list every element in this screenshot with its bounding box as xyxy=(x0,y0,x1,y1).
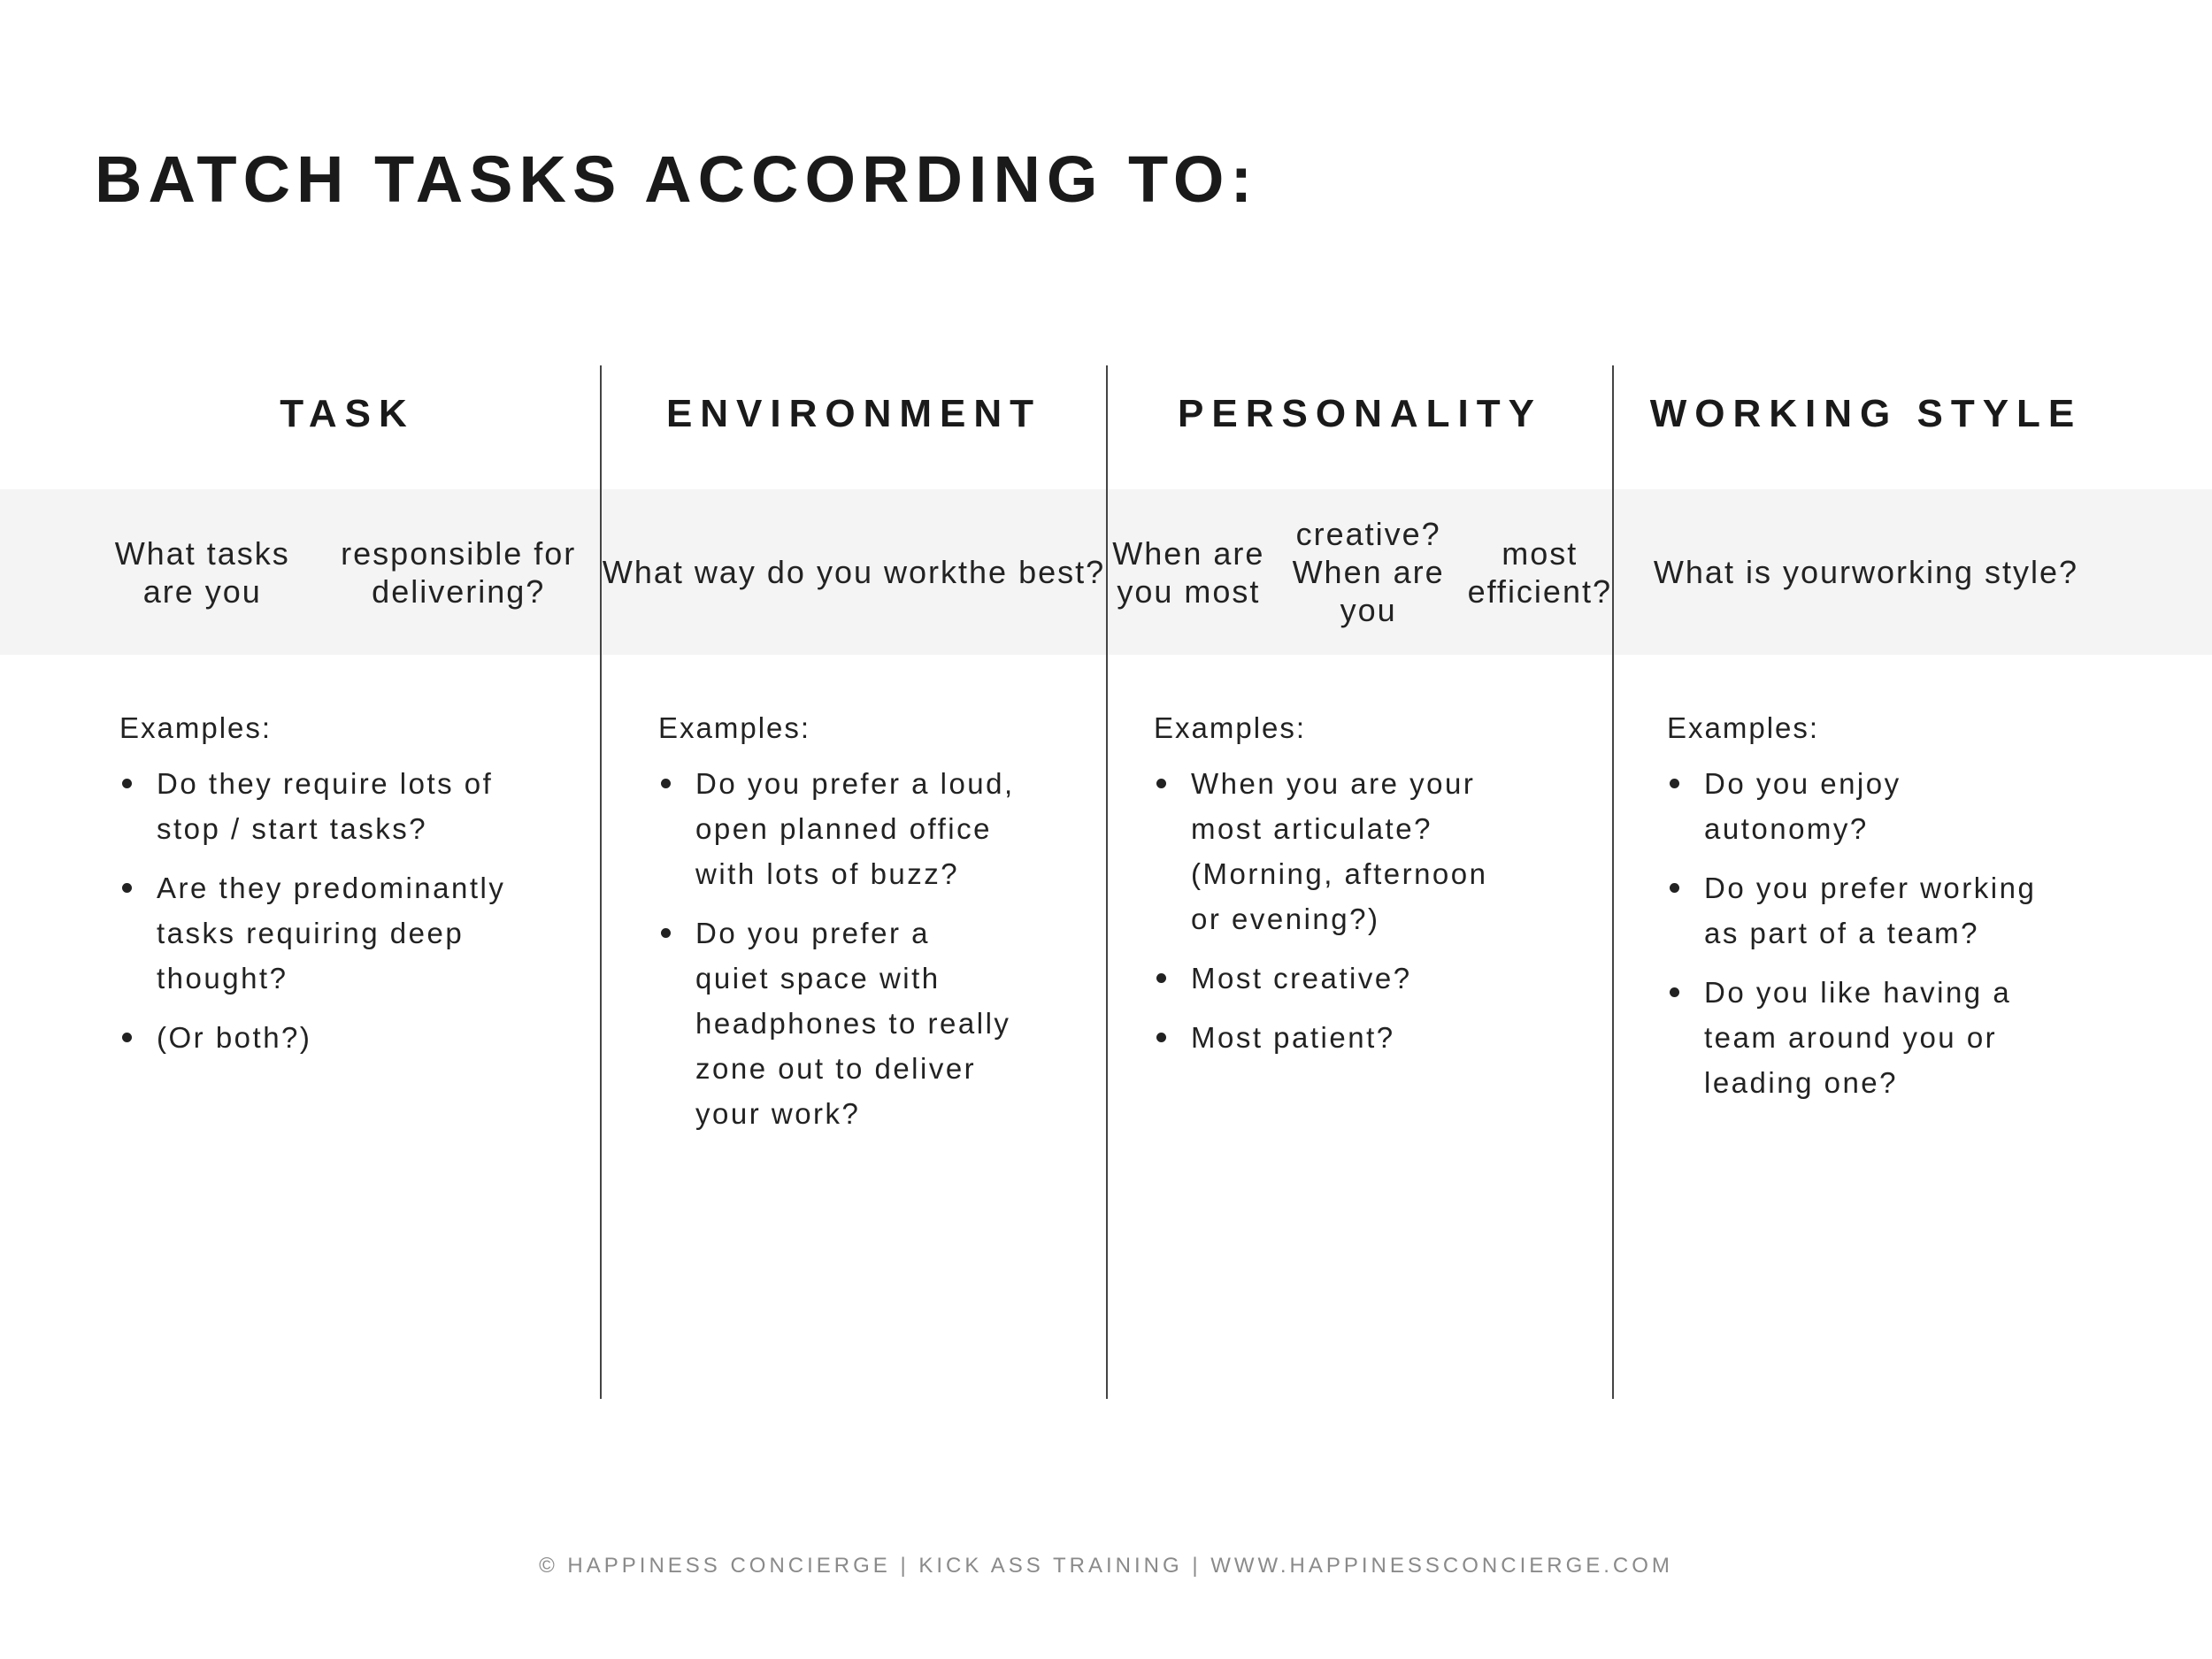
list-item: Do they require lots of stop / start tasks? xyxy=(119,761,597,851)
list-item: Do you prefer working as part of a team? xyxy=(1667,865,2127,956)
examples-label: Examples: xyxy=(119,711,273,744)
bullet-icon xyxy=(661,928,671,938)
bullet-icon xyxy=(1156,1033,1166,1042)
list-item: Most patient? xyxy=(1154,1015,1605,1060)
bullet-icon xyxy=(1156,779,1166,788)
example-list xyxy=(1667,761,2127,1105)
column-question: What tasks are you responsible for delivering? xyxy=(114,534,577,610)
bullet-icon xyxy=(1670,779,1679,788)
examples-label: Examples: xyxy=(658,711,811,744)
bullet-icon xyxy=(122,1033,132,1042)
column-header: WORKING STYLE xyxy=(1649,392,2083,435)
column-environment xyxy=(602,365,1106,1399)
list-item: (Or both?) xyxy=(119,1015,597,1060)
list-item: Do you prefer a loud, open planned office with lots of buzz? xyxy=(658,761,1101,896)
column-header: TASK xyxy=(280,392,415,435)
example-list xyxy=(119,761,597,1060)
page-title: BATCH TASKS ACCORDING TO: xyxy=(95,142,1259,216)
examples-section xyxy=(658,706,1101,1150)
column-question: What way do you work the best? xyxy=(602,554,1106,590)
examples-section xyxy=(1154,706,1605,1074)
bullet-icon xyxy=(661,779,671,788)
examples-section xyxy=(1667,706,2127,1119)
column-question: When are you most creative? When are you most efficient? xyxy=(1112,516,1612,628)
bullet-icon xyxy=(122,883,132,893)
column-header: PERSONALITY xyxy=(1178,392,1542,435)
examples-label: Examples: xyxy=(1667,711,1820,744)
bullet-icon xyxy=(1670,987,1679,997)
examples-section xyxy=(119,706,597,1074)
list-item: Are they predominantly tasks requiring deep thought? xyxy=(119,865,597,1001)
list-item: Do you prefer a quiet space with headphones to really zone out to deliver your work? xyxy=(658,910,1101,1136)
column-task xyxy=(95,365,600,1399)
list-item: Do you like having a team around you or leading one? xyxy=(1667,970,2127,1105)
examples-label: Examples: xyxy=(1154,711,1307,744)
list-item: When you are your most articulate? (Morning, afternoon or evening?) xyxy=(1154,761,1605,941)
bullet-icon xyxy=(1156,973,1166,983)
list-item: Most creative? xyxy=(1154,956,1605,1001)
example-list xyxy=(658,761,1101,1136)
column-header: ENVIRONMENT xyxy=(665,392,1042,435)
column-personality xyxy=(1108,365,1612,1399)
list-item: Do you enjoy autonomy? xyxy=(1667,761,2127,851)
column-question: What is your working style? xyxy=(1653,554,2079,590)
example-list xyxy=(1154,761,1605,1060)
bullet-icon xyxy=(122,779,132,788)
column-working-style xyxy=(1614,365,2118,1399)
footer-credits: © HAPPINESS CONCIERGE | KICK ASS TRAINING | WWW.HAPPINESSCONCIERGE.COM xyxy=(539,1554,1673,1578)
bullet-icon xyxy=(1670,883,1679,893)
